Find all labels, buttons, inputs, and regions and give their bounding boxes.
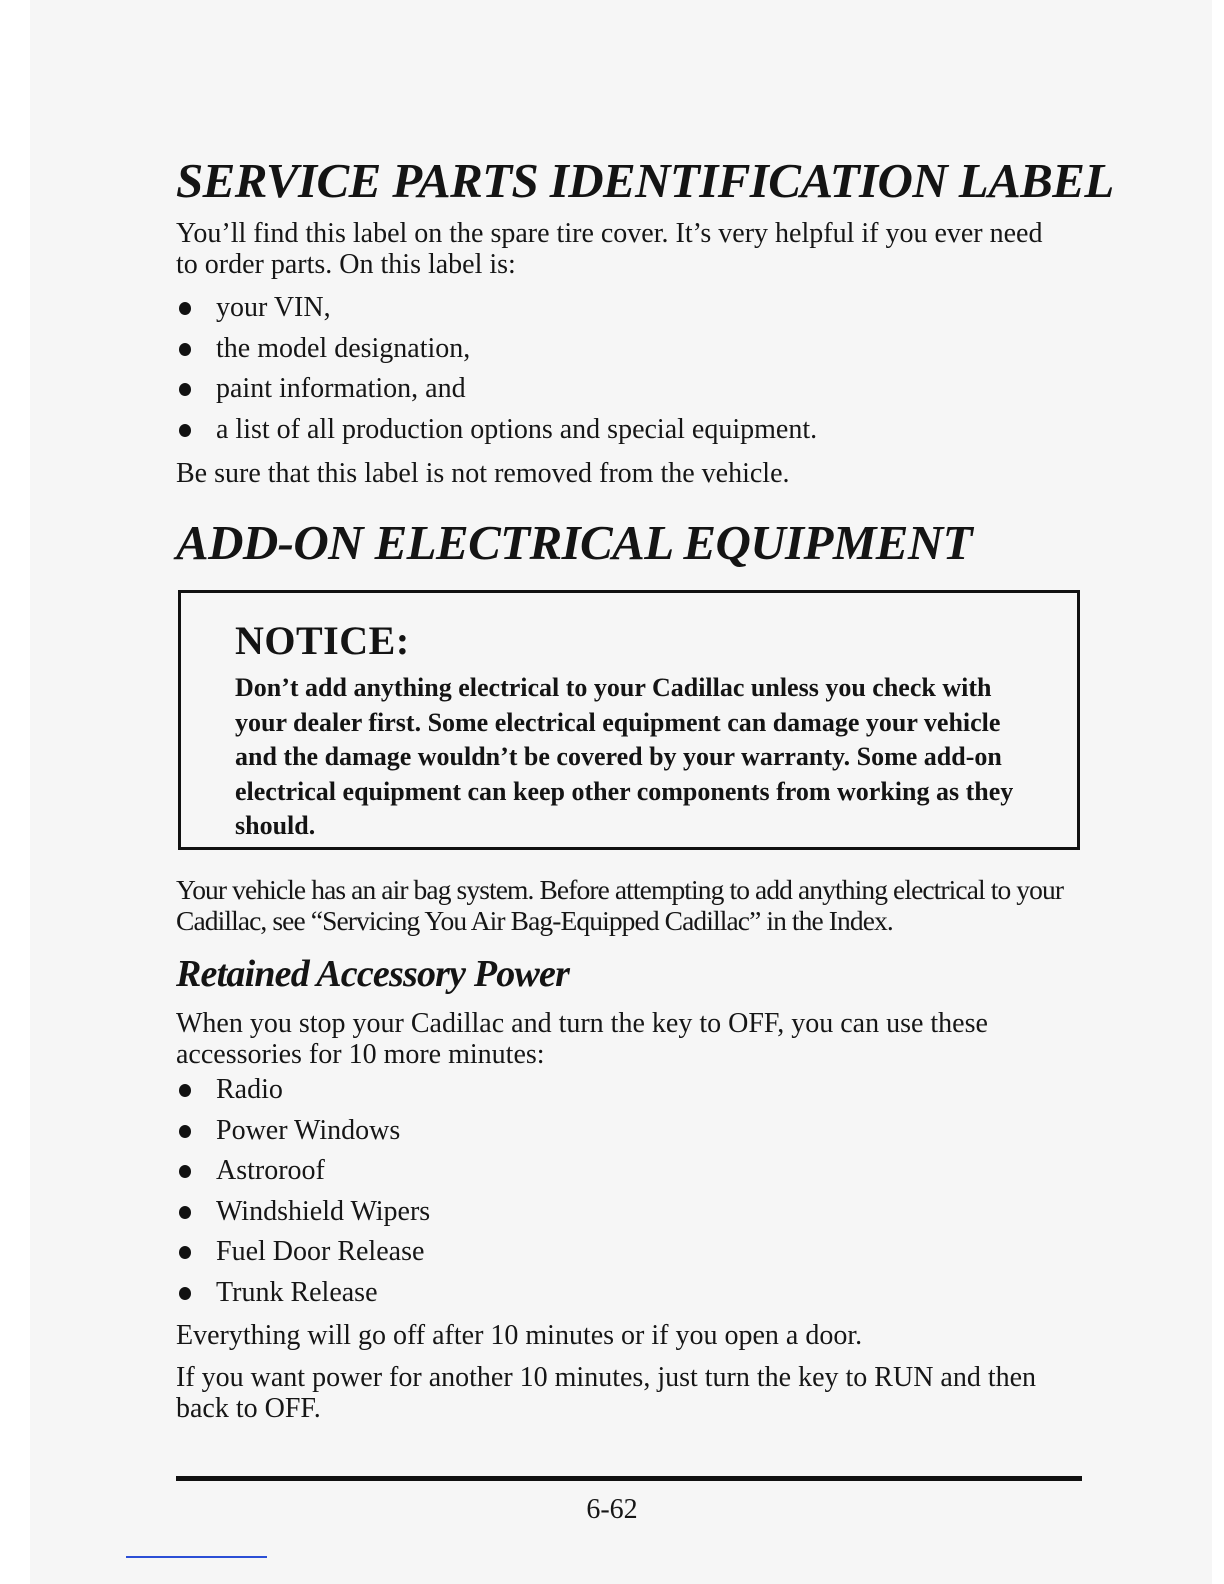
list-item: a list of all production options and special equipment. bbox=[176, 410, 1086, 451]
bullet-icon bbox=[179, 343, 191, 356]
bullet-icon bbox=[179, 302, 191, 315]
list-item: Astroroof bbox=[176, 1151, 1086, 1192]
footer-rule bbox=[176, 1476, 1082, 1481]
service-parts-intro: You’ll find this label on the spare tire cover. It’s very helpful if you ever need to order parts. On this label is: bbox=[176, 218, 1043, 280]
service-parts-list bbox=[176, 288, 1086, 450]
bullet-icon bbox=[179, 1206, 191, 1219]
list-item: your VIN, bbox=[176, 288, 1086, 329]
list-item: Windshield Wipers bbox=[176, 1192, 1086, 1233]
bullet-icon bbox=[179, 1125, 191, 1138]
service-parts-closing: Be sure that this label is not removed from the vehicle. bbox=[176, 458, 790, 489]
notice-text: Don’t add anything electrical to your Cadillac unless you check with your dealer first. Some electrical equipment can damage your vehicle and the damage wouldn’t be covered by your warranty. Some add-on electrical equipment can keep other components from working as they should. bbox=[235, 673, 1014, 841]
bullet-icon bbox=[179, 1287, 191, 1300]
accessory-list bbox=[176, 1070, 1086, 1313]
page-number: 6-62 bbox=[586, 1494, 638, 1525]
retained-power-intro: When you stop your Cadillac and turn the key to OFF, you can use these accessories for 10 more minutes: bbox=[176, 1008, 988, 1070]
list-item: Fuel Door Release bbox=[176, 1232, 1086, 1273]
list-item: Radio bbox=[176, 1070, 1086, 1111]
power-off-paragraph: Everything will go off after 10 minutes or if you open a door. bbox=[176, 1320, 863, 1351]
airbag-paragraph: Your vehicle has an air bag system. Before attempting to add anything electrical to your Cadillac, see “Servicing You Air Bag-Equipped Cadillac” in the Index. bbox=[176, 874, 1064, 936]
bullet-icon bbox=[179, 424, 191, 437]
bullet-icon bbox=[179, 383, 191, 396]
bullet-icon bbox=[179, 1084, 191, 1097]
list-item: Power Windows bbox=[176, 1111, 1086, 1152]
list-item: the model designation, bbox=[176, 329, 1086, 370]
notice-title: NOTICE: bbox=[235, 618, 410, 663]
notice-box bbox=[178, 590, 1080, 850]
power-extend-paragraph: If you want power for another 10 minutes, just turn the key to RUN and then back to OFF. bbox=[176, 1362, 1037, 1424]
add-on-electrical-heading: ADD-ON ELECTRICAL EQUIPMENT bbox=[176, 515, 973, 570]
bullet-icon bbox=[179, 1165, 191, 1178]
bullet-icon bbox=[179, 1246, 191, 1259]
service-parts-heading: SERVICE PARTS IDENTIFICATION LABEL bbox=[176, 153, 1114, 208]
bottom-divider bbox=[126, 1556, 267, 1558]
retained-accessory-power-heading: Retained Accessory Power bbox=[176, 953, 570, 995]
list-item: paint information, and bbox=[176, 369, 1086, 410]
list-item: Trunk Release bbox=[176, 1273, 1086, 1314]
